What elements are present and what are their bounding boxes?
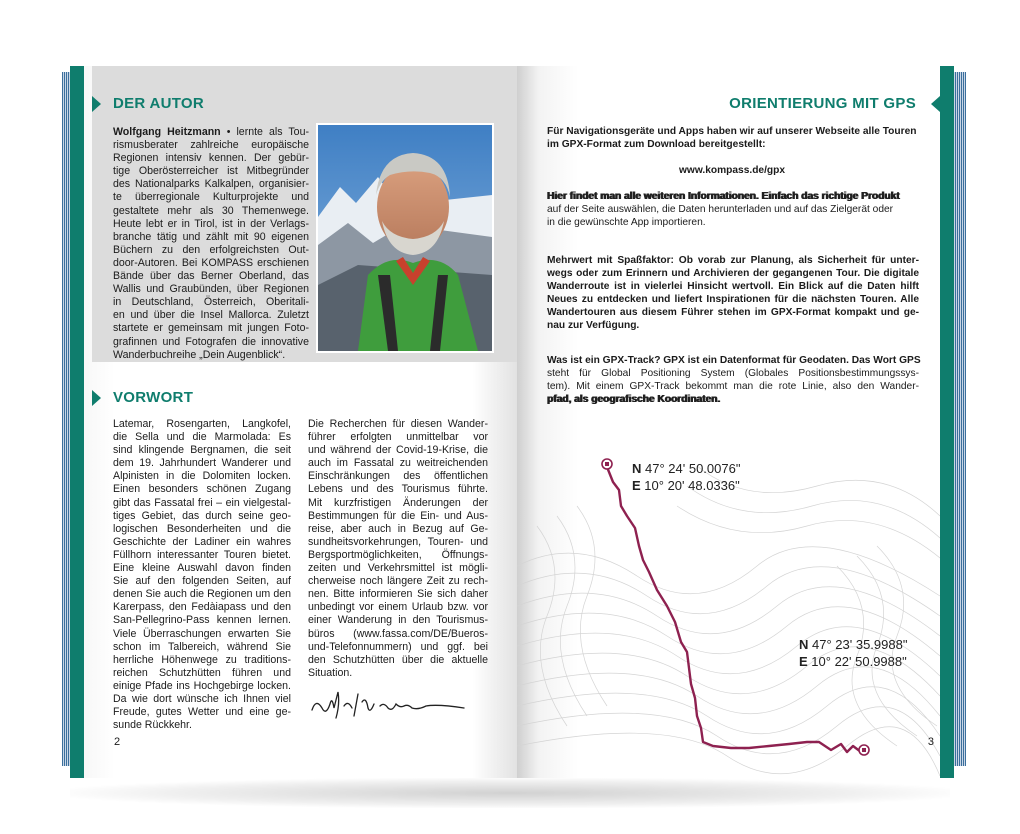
foreword-line: cherweise noch längere Zeit zu rech- [308, 575, 488, 588]
foreword-line: Da wie dort wünsche ich Ihnen viel [113, 692, 291, 705]
foreword-line: Latemar, Rosengarten, Langkofel, [113, 418, 291, 430]
foreword-line: sind klingende Bergnamen, die seit [113, 444, 291, 457]
bio-line: rismusberater zahlreiche europäische [113, 139, 309, 152]
bio-line: branche tätig und zählt mit 90 eigenen [113, 230, 309, 243]
foreword-line: Viele Überraschungen erwarten Sie [113, 627, 291, 640]
left-page [70, 66, 517, 778]
foreword-line: auch im Fassatal zu weitreichenden [308, 457, 488, 470]
author-photo-drawing [318, 125, 492, 351]
bio-line: te überregionale Kulturprojekte und [113, 191, 309, 204]
bio-line: Wanderbuchreihe „Dein Augenblick“. [113, 348, 286, 361]
foreword-line: Die Recherchen für diesen Wander- [308, 418, 488, 430]
foreword-line: Lebens und des Tourismus führte. [308, 483, 488, 496]
foreword-line: führer erfolgten unmittelbar vor [308, 431, 488, 444]
info-line: auf der Seite auswählen, die Daten herunterladen und auf das Zielgerät oder [547, 204, 894, 216]
end-n-value: 47° 23' 35.9988" [812, 637, 908, 652]
start-coordinates [632, 460, 740, 494]
bio-line: in Deutschland, Österreich, Oberitali- [113, 296, 309, 309]
mehrwert-line: Wandertouren aus diesem Führer stehen im GPX-Format kompakt und ge- [547, 307, 919, 319]
mehrwert-line: Wanderroute ist in vielerlei Hinsicht wertvoll. Ein Blick auf die Daten hilft [547, 281, 919, 293]
end-n-label: N [799, 637, 809, 652]
foreword-line: Geschichte der Ladiner ein wahres [113, 535, 291, 548]
author-signature [308, 684, 468, 724]
gps-heading-marker-icon [931, 96, 940, 112]
end-coordinates [799, 636, 907, 670]
end-marker-icon [859, 745, 869, 755]
gpx-line: Was ist ein GPX-Track? GPX ist ein Datenformat für Geodaten. Das Wort GPS [547, 355, 921, 366]
foreword-line: Eine kleine Auswahl davon finden [113, 562, 291, 575]
start-n-value: 47° 24' 50.0076" [645, 461, 741, 476]
foreword-line: herrliche Höhenwege zu traditions- [113, 653, 291, 666]
author-bio [113, 126, 309, 362]
end-e-value: 10° 22' 50.9988" [811, 654, 907, 669]
right-page [517, 66, 954, 778]
gpx-line: steht für Global Positioning System (Globales Positionsbestimmungssys- [547, 368, 919, 380]
foreword-line: reichen Schutzhütten führen und [113, 666, 291, 679]
gpx-line: tem). Mit einem GPX-Track bekommt man die rote Linie, also den Wander- [547, 381, 919, 393]
gps-gpx-explanation [547, 354, 919, 406]
foreword-line: und-Telefonnummern) und ggf. bei [308, 640, 488, 653]
bio-line: Regionen intensiv kennen. Der gebür- [113, 152, 309, 165]
book-edge-right [954, 72, 966, 766]
intro-line: Für Navigationsgeräte und Apps haben wir auf unserer Webseite alle Touren [547, 126, 917, 137]
foreword-line: den Schutzhütten über die aktuelle [308, 653, 488, 666]
foreword-line: die Sella und die Marmolada: Es [113, 431, 291, 444]
foreword-line: Einen besonders schönen Zugang [113, 483, 291, 496]
info-line: Hier findet man alle weiteren Informationen. Einfach das richtige Produkt [547, 191, 900, 202]
left-accent-bar [70, 66, 84, 778]
foreword-line: zeiten und Verkehrsmittel ist mögli- [308, 562, 488, 575]
foreword-line: Füllhorn interessanter Touren bietet. [113, 548, 291, 561]
gps-heading: ORIENTIERUNG MIT GPS [729, 95, 916, 112]
foreword-line: sunde Rückkehr. [113, 719, 192, 732]
start-e-label: E [632, 478, 641, 493]
foreword-line: Bergsportmöglichkeiten, Öffnungs- [308, 548, 488, 561]
bio-line: Heute lebt er in Tirol, ist in der Verlags- [113, 217, 309, 230]
mehrwert-line: Mehrwert mit Spaßfaktor: Ob vorab zur Planung, als Sicherheit für unter- [547, 255, 919, 266]
gpx-line: pfad, als geografische Koordinaten. [547, 394, 721, 406]
foreword-line: Mit kurzfristigen Änderungen der [308, 496, 488, 509]
mehrwert-line: Neues zu entdecken und liefert Inspirationen für die nächsten Touren. Alle [547, 294, 919, 306]
info-line: in die gewünschte App importieren. [547, 217, 706, 229]
foreword-heading: VORWORT [113, 389, 194, 406]
foreword-line: reise, aber auch in Bezug auf Ge- [308, 522, 488, 535]
foreword-line: Alpinisten in die Dolomiten locken. [113, 470, 291, 483]
start-n-label: N [632, 461, 642, 476]
mehrwert-line: nau zur Verfügung. [547, 320, 640, 332]
gps-intro [547, 125, 917, 151]
bio-line: en und über die Insel Mallorca. Zuletzt [113, 309, 309, 322]
bio-line: startete er gemeinsam mit jungen Foto- [113, 322, 309, 335]
foreword-column-1 [113, 418, 291, 732]
foreword-line: Bestimmungen für die Ein- und Aus- [308, 509, 488, 522]
bio-line: Büchern zu den erfolgreichsten Out- [113, 243, 309, 256]
foreword-line: schon im Talbereich, während Sie [113, 640, 291, 653]
right-accent-bar [940, 66, 954, 778]
gps-info [547, 190, 919, 229]
foreword-line: Freude, gutes Wetter und eine ge- [113, 706, 291, 719]
foreword-line: logischen Besonderheiten und die [113, 522, 291, 535]
page-number-left: 2 [114, 736, 121, 748]
author-photo [316, 123, 494, 353]
foreword-line: Karerpass, den Fedàiapass und den [113, 601, 291, 614]
bio-line: gestaltete mehr als 30 Themenwege. [113, 204, 309, 217]
foreword-line: Sie auf den folgenden Seiten, auf [113, 575, 291, 588]
mehrwert-line: wegs oder zum Erinnern und Archivieren der gegangenen Tour. Die digitale [547, 268, 919, 280]
intro-line: im GPX-Format zum Download bereitgestellt: [547, 139, 766, 151]
gps-mehrwert [547, 254, 919, 333]
foreword-line: dem 19. Jahrhundert Wanderer und [113, 457, 291, 470]
gpx-url-link[interactable]: www.kompass.de/gpx [678, 165, 786, 176]
book-shadow [70, 778, 950, 808]
foreword-line: unbedingt vor einem Urlaub bzw. vor [308, 601, 488, 614]
foreword-column-2 [308, 418, 488, 680]
foreword-line: Einschränkungen des öffentlichen [308, 470, 488, 483]
open-book [62, 66, 966, 778]
bio-line: door-Autoren. Bei KOMPASS erschienen [113, 256, 309, 269]
bio-line: Wolfgang Heitzmann • lernte als Tou- [113, 126, 309, 138]
foreword-heading-marker-icon [92, 390, 101, 406]
foreword-line: nen. Bitte informieren Sie sich daher [308, 588, 488, 601]
foreword-line: gibt das Fassatal frei – ein vielgestal- [113, 496, 291, 509]
bio-line: Bände über das Berner Oberland, das [113, 270, 309, 283]
page-number-right: 3 [927, 736, 934, 748]
topographic-map [517, 446, 940, 778]
contour-lines [517, 466, 940, 776]
bio-line: des Nationalparks Kalkalpen, organisier- [113, 178, 309, 191]
foreword-line: und während der Covid-19-Krise, die [308, 444, 488, 457]
foreword-line: tiges Gebiet, das durch seine geo- [113, 509, 291, 522]
author-heading-marker-icon [92, 96, 101, 112]
bio-line: grafinnen und Fotografen die innovative [113, 335, 309, 348]
foreword-line: einer Wanderung in den Tourismus- [308, 614, 488, 627]
foreword-line: Situation. [308, 666, 353, 679]
bio-line: Wallis und Graubünden, über Regionen [113, 283, 309, 296]
end-e-label: E [799, 654, 808, 669]
foreword-line: denen Sie auch die Regionen um den [113, 588, 291, 601]
foreword-line: San-Pellegrino-Pass kennen lernen. [113, 614, 291, 627]
foreword-line: büros (www.fassa.com/DE/Bueros- [308, 627, 488, 640]
foreword-line: sundheitsvorkehrungen, Touren- und [308, 535, 488, 548]
foreword-line: einige Pfade ins Hochgebirge locken. [113, 679, 291, 692]
start-e-value: 10° 20' 48.0336" [644, 478, 740, 493]
bio-line: tige Oberösterreicher ist Mitbegründer [113, 165, 309, 178]
author-heading: DER AUTOR [113, 95, 205, 112]
start-marker-icon [602, 459, 612, 469]
